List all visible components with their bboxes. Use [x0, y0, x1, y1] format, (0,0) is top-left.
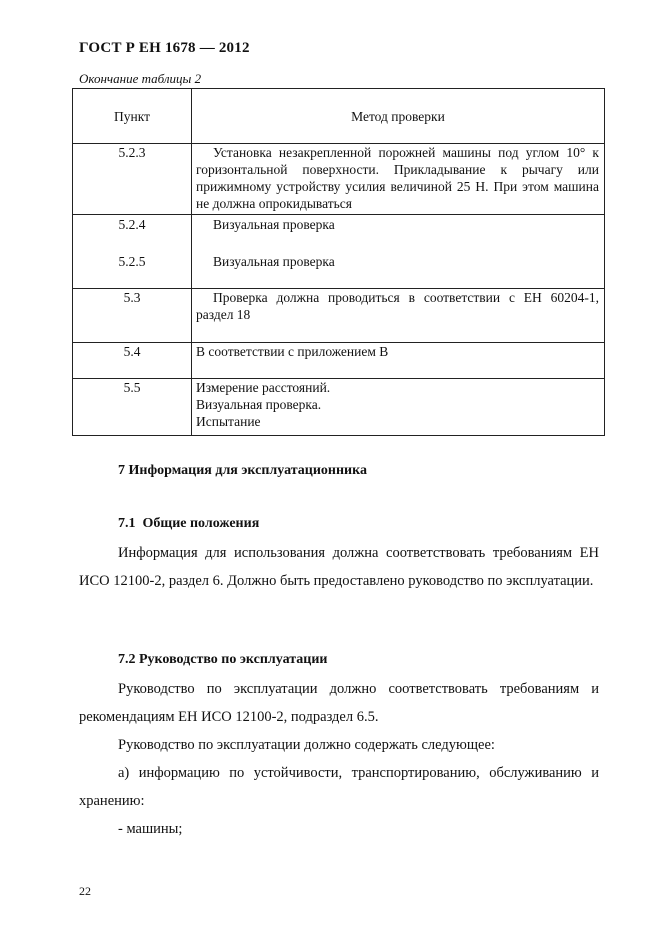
document-standard-code: ГОСТ Р ЕН 1678 — 2012 [79, 40, 250, 56]
section-7-2-paragraph: Руководство по эксплуатации должно соответствовать требованиям и рекомендациям ЕН ИСО 12100-2, подраздел 6.5. [79, 681, 599, 725]
section-7-2-heading: 7.2 Руководство по эксплуатации [118, 652, 328, 667]
section-7-1-heading: 7.1 Общие положения [118, 516, 260, 531]
section-7-heading: 7 Информация для эксплуатационника [118, 463, 367, 478]
method-text: Проверка должна проводиться в соответствии с ЕН 60204-1, раздел 18 [196, 290, 599, 322]
item-cell [73, 289, 192, 343]
section-7-2-list-item: а) информацию по устойчивости, транспортированию, обслуживанию и хранению: [79, 765, 599, 809]
method-text: Испытание [196, 414, 261, 429]
item-number: 5.2.5 [118, 254, 146, 269]
method-text: Визуальная проверка [213, 254, 335, 269]
column-header-item: Пункт [73, 89, 192, 144]
item-cell [73, 343, 192, 379]
method-text: В соответствии с приложением В [196, 344, 389, 359]
verification-table [72, 88, 605, 436]
section-7-2-list-subitem: - машины; [118, 821, 183, 837]
table-header-row [73, 89, 605, 144]
item-number: 5.3 [123, 290, 141, 305]
item-number: 5.2.4 [118, 217, 146, 232]
item-number: 5.2.3 [118, 145, 146, 160]
method-text: Установка незакрепленной порожней машины под углом 10° к горизонтальной поверхности. Прикладывание к рычагу или прижимному устройству усилия величиной 25 Н. При этом машина не должна опрокидываться [196, 145, 599, 211]
table-row [73, 343, 605, 379]
page-number: 22 [79, 884, 91, 898]
method-cell [192, 215, 605, 289]
method-cell [192, 289, 605, 343]
table-caption: Окончание таблицы 2 [79, 71, 202, 86]
item-cell [73, 144, 192, 215]
method-text: Визуальная проверка. [196, 397, 322, 412]
table-row [73, 379, 605, 436]
section-7-2-paragraph: Руководство по эксплуатации должно содержать следующее: [118, 737, 495, 753]
table-row [73, 215, 605, 289]
table-row [73, 289, 605, 343]
item-number: 5.5 [123, 380, 141, 395]
method-cell [192, 379, 605, 436]
method-cell [192, 343, 605, 379]
column-header-method: Метод проверки [192, 89, 605, 144]
method-text: Измерение расстояний. [196, 380, 331, 395]
item-number: 5.4 [123, 344, 141, 359]
section-7-1-paragraph: Информация для использования должна соответствовать требованиям ЕН ИСО 12100-2, раздел 6. Должно быть предоставлено руководство по эксплуатации. [79, 545, 599, 589]
item-cell [73, 379, 192, 436]
table-row [73, 144, 605, 215]
method-cell [192, 144, 605, 215]
method-text: Визуальная проверка [213, 217, 335, 232]
item-cell [73, 215, 192, 289]
